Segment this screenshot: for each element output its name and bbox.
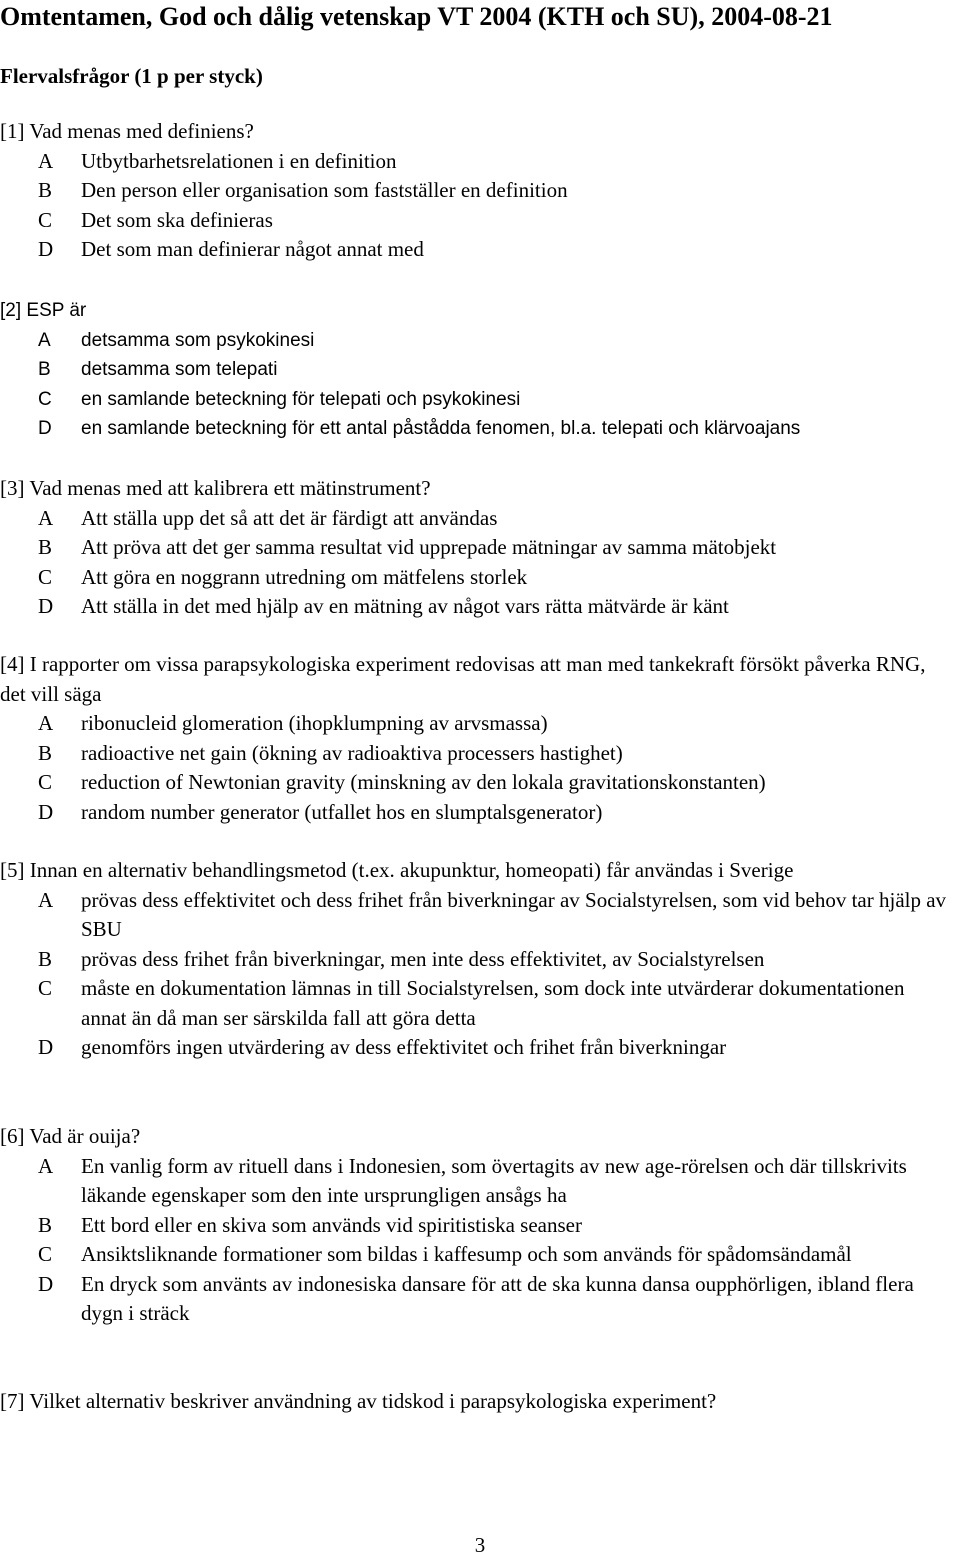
option-text: Att göra en noggrann utredning om mätfelens storlek	[81, 564, 528, 589]
question-4	[0, 650, 950, 827]
page-number: 3	[474, 1533, 486, 1557]
answer-option	[0, 768, 950, 798]
option-text: radioactive net gain (ökning av radioaktiva processers hastighet)	[81, 740, 623, 765]
option-text: Att ställa upp det så att det är färdigt att användas	[81, 505, 498, 530]
question-1	[0, 117, 950, 265]
question-text: [2] ESP är	[0, 300, 87, 321]
option-letter: D	[38, 1035, 54, 1059]
option-letter: C	[38, 564, 53, 589]
option-text: prövas dess frihet från biverkningar, men inte dess effektivitet, av Socialstyrelsen	[81, 946, 765, 971]
option-letter: D	[38, 237, 54, 261]
option-letter: B	[38, 359, 51, 380]
question-text: [3] Vad menas med att kalibrera ett mätinstrument?	[0, 476, 431, 500]
option-text: en samlande beteckning för ett antal påstådda fenomen, bl.a. telepati och klärvoajans	[81, 418, 801, 439]
option-letter: A	[38, 505, 54, 530]
option-letter: A	[38, 329, 51, 351]
option-letter: C	[38, 1242, 53, 1266]
answer-option	[0, 886, 950, 945]
option-letter: D	[38, 799, 54, 824]
question-text: [1] Vad menas med definiens?	[0, 119, 254, 143]
option-letter: A	[38, 148, 54, 173]
question-text: [4] I rapporter om vissa parapsykologiska experiment redovisas att man med tankekraft försökt påverka RNG, det vill säga	[0, 652, 926, 706]
question-3	[0, 474, 950, 622]
option-letter: C	[38, 770, 53, 794]
option-text: Den person eller organisation som fastställer en definition	[81, 178, 568, 202]
option-letter: B	[38, 1212, 53, 1237]
option-letter: B	[38, 178, 53, 202]
option-text: Utbytbarhetsrelationen i en definition	[81, 148, 397, 173]
option-letter: B	[38, 535, 53, 559]
option-letter: B	[38, 946, 53, 971]
option-text: prövas dess effektivitet och dess frihet från biverkningar av Socialstyrelsen, som vid behov tar hjälp av SBU	[81, 887, 947, 941]
answer-option	[0, 414, 950, 444]
answer-option	[0, 206, 950, 236]
answer-option	[0, 147, 950, 177]
option-text: måste en dokumentation lämnas in till Socialstyrelsen, som dock inte utvärderar dokumentationen annat än då man ser särskilda fall att göra detta	[81, 976, 905, 1030]
answer-option	[0, 739, 950, 769]
question-5	[0, 856, 950, 1063]
option-letter: C	[38, 388, 52, 410]
option-text: Att ställa in det med hjälp av en mätning av något vars rätta mätvärde är känt	[81, 594, 729, 618]
answer-option	[0, 385, 950, 415]
option-letter: C	[38, 207, 53, 232]
question-2	[0, 296, 950, 444]
option-text: Att pröva att det ger samma resultat vid upprepade mätningar av samma mätobjekt	[81, 535, 777, 559]
option-letter: D	[38, 1271, 54, 1296]
question-6	[0, 1122, 950, 1329]
option-text: random number generator (utfallet hos en slumptalsgenerator)	[81, 799, 603, 824]
question-text: [6] Vad är ouija?	[0, 1124, 141, 1148]
answer-option	[0, 709, 950, 739]
option-text: Det som ska definieras	[81, 207, 273, 232]
option-letter: B	[38, 740, 53, 765]
option-letter: A	[38, 887, 54, 912]
answer-option	[0, 235, 950, 265]
answer-option	[0, 533, 950, 563]
option-text: En vanlig form av rituell dans i Indonesien, som övertagits av new age-rörelsen och där tillskrivits läkande egenskaper som den inte ursprungligen ansågs ha	[81, 1153, 907, 1207]
option-letter: D	[38, 418, 52, 439]
option-letter: A	[38, 711, 54, 735]
option-letter: D	[38, 594, 54, 618]
answer-option	[0, 1152, 950, 1211]
option-letter: A	[38, 1153, 54, 1178]
option-text: reduction of Newtonian gravity (minskning av den lokala gravitationskonstanten)	[81, 770, 766, 794]
answer-option	[0, 945, 950, 975]
option-text: Ansiktsliknande formationer som bildas i kaffesump och som används för spådomsändamål	[81, 1242, 852, 1266]
document-title: Omtentamen, God och dålig vetenskap VT 2004 (KTH och SU), 2004-08-21	[0, 2, 833, 31]
question-7	[0, 1387, 950, 1417]
answer-option	[0, 974, 950, 1033]
question-text: [5] Innan en alternativ behandlingsmetod (t.ex. akupunktur, homeopati) får användas i Sverige	[0, 858, 794, 882]
answer-option	[0, 592, 950, 622]
option-text: genomförs ingen utvärdering av dess effektivitet och frihet från biverkningar	[81, 1035, 727, 1059]
option-letter: C	[38, 976, 53, 1000]
answer-option	[0, 563, 950, 593]
answer-option	[0, 176, 950, 206]
option-text: en samlande beteckning för telepati och psykokinesi	[81, 388, 521, 410]
answer-option	[0, 355, 950, 385]
answer-option	[0, 1240, 950, 1270]
option-text: Det som man definierar något annat med	[81, 237, 424, 261]
option-text: En dryck som använts av indonesiska dansare för att de ska kunna dansa oupphörligen, ibland flera dygn i sträck	[81, 1271, 914, 1325]
option-text: ribonucleid glomeration (ihopklumpning av arvsmassa)	[81, 711, 548, 735]
answer-option	[0, 798, 950, 828]
option-text: detsamma som psykokinesi	[81, 329, 315, 351]
option-text: Ett bord eller en skiva som används vid spiritistiska seanser	[81, 1212, 582, 1237]
answer-option	[0, 326, 950, 356]
answer-option	[0, 1033, 950, 1063]
question-text: [7] Vilket alternativ beskriver användning av tidskod i parapsykologiska experiment?	[0, 1389, 717, 1413]
answer-option	[0, 504, 950, 534]
section-heading: Flervalsfrågor (1 p per styck)	[0, 64, 263, 88]
answer-option	[0, 1270, 950, 1329]
answer-option	[0, 1211, 950, 1241]
option-text: detsamma som telepati	[81, 359, 278, 380]
